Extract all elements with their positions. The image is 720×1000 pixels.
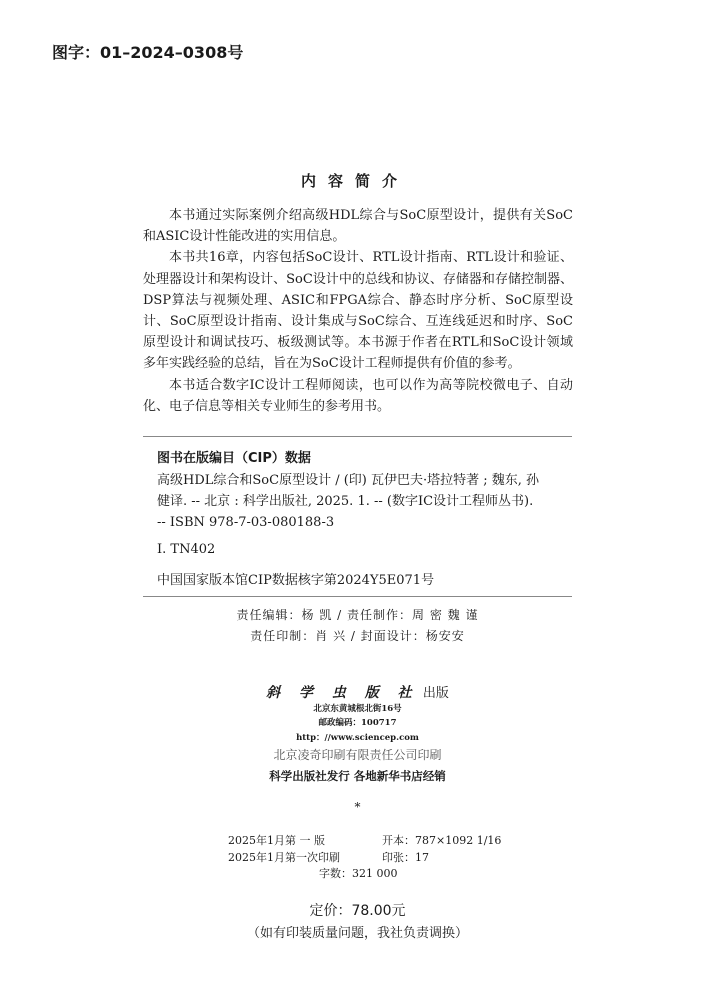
staff-editors: 责任编辑：杨 凯 / 责任制作：周 密 魏 谨: [236, 608, 479, 622]
divider-bottom: [143, 596, 572, 597]
print-sheets: 印张：17: [382, 851, 429, 864]
distribution: 科学出版社发行 各地新华书店经销: [269, 769, 446, 783]
staff-printing: 责任印制：肖 兴 / 封面设计：杨安安: [250, 629, 465, 643]
price: 定价：78.00元: [309, 903, 406, 919]
divider-top: [143, 436, 572, 437]
printing: 2025年1月第一次印刷: [228, 851, 340, 864]
publisher-postcode: 邮政编码：100717: [318, 718, 397, 728]
cip-classification: Ⅰ. TN402: [157, 542, 216, 557]
summary-paragraph: 本书共16章，内容包括SoC设计、RTL设计指南、RTL设计和验证、处理器设计和架构设计、SoC设计中的总线和协议、存储器和存储控制器、DSP算法与视频处理、ASIC和FPGA综合、静态时序分析、SoC原型设计、SoC原型设计指南、设计集成与SoC综合、互连线延迟和时序、SoC原型设计和调试技巧、板级测试等。本书源于作者在RTL和SoC设计领域多年实践经验的总结，旨在为SoC设计工程师提供有价值的参考。: [143, 250, 573, 372]
publisher-suffix: 出版: [422, 686, 449, 701]
registration-number: 图字：01–2024–0308号: [52, 43, 244, 62]
publisher-name: [143, 682, 572, 702]
quality-note: （如有印装质量问题，我社负责调换）: [246, 926, 468, 941]
word-count: 字数：321 000: [319, 867, 398, 880]
printer: 北京凌奇印刷有限责任公司印刷: [273, 748, 442, 762]
publisher-logo-text: 斜 学 虫 版 社: [266, 685, 419, 701]
summary-text: [143, 205, 573, 417]
cip-record-line: 高级HDL综合和SoC原型设计 / (印) 瓦伊巴夫·塔拉特著 ; 魏东, 孙: [157, 473, 540, 488]
summary-title: 内容简介: [300, 172, 409, 190]
cip-record: [157, 470, 573, 533]
summary-paragraph: 本书适合数字IC设计工程师阅读，也可以作为高等院校微电子、自动化、电子信息等相关专业师生的参考用书。: [143, 377, 573, 414]
book-format: 开本：787×1092 1/16: [382, 834, 502, 847]
summary-paragraph: 本书通过实际案例介绍高级HDL综合与SoC原型设计，提供有关SoC和ASIC设计性能改进的实用信息。: [143, 208, 573, 245]
cip-record-line: 健译. -- 北京 : 科学出版社, 2025. 1. -- (数字IC设计工程师丛书).: [157, 494, 534, 509]
cip-record-line: -- ISBN 978-7-03-080188-3: [157, 515, 335, 530]
cip-heading: 图书在版编目（CIP）数据: [157, 451, 311, 466]
cip-number: 中国国家版本馆CIP数据核字第2024Y5E071号: [157, 573, 435, 588]
publisher-address: 北京东黄城根北街16号: [313, 704, 402, 714]
edition: 2025年1月第 一 版: [228, 834, 325, 847]
separator-star: *: [354, 800, 361, 814]
publisher-website: http：//www.sciencep.com: [296, 733, 419, 743]
